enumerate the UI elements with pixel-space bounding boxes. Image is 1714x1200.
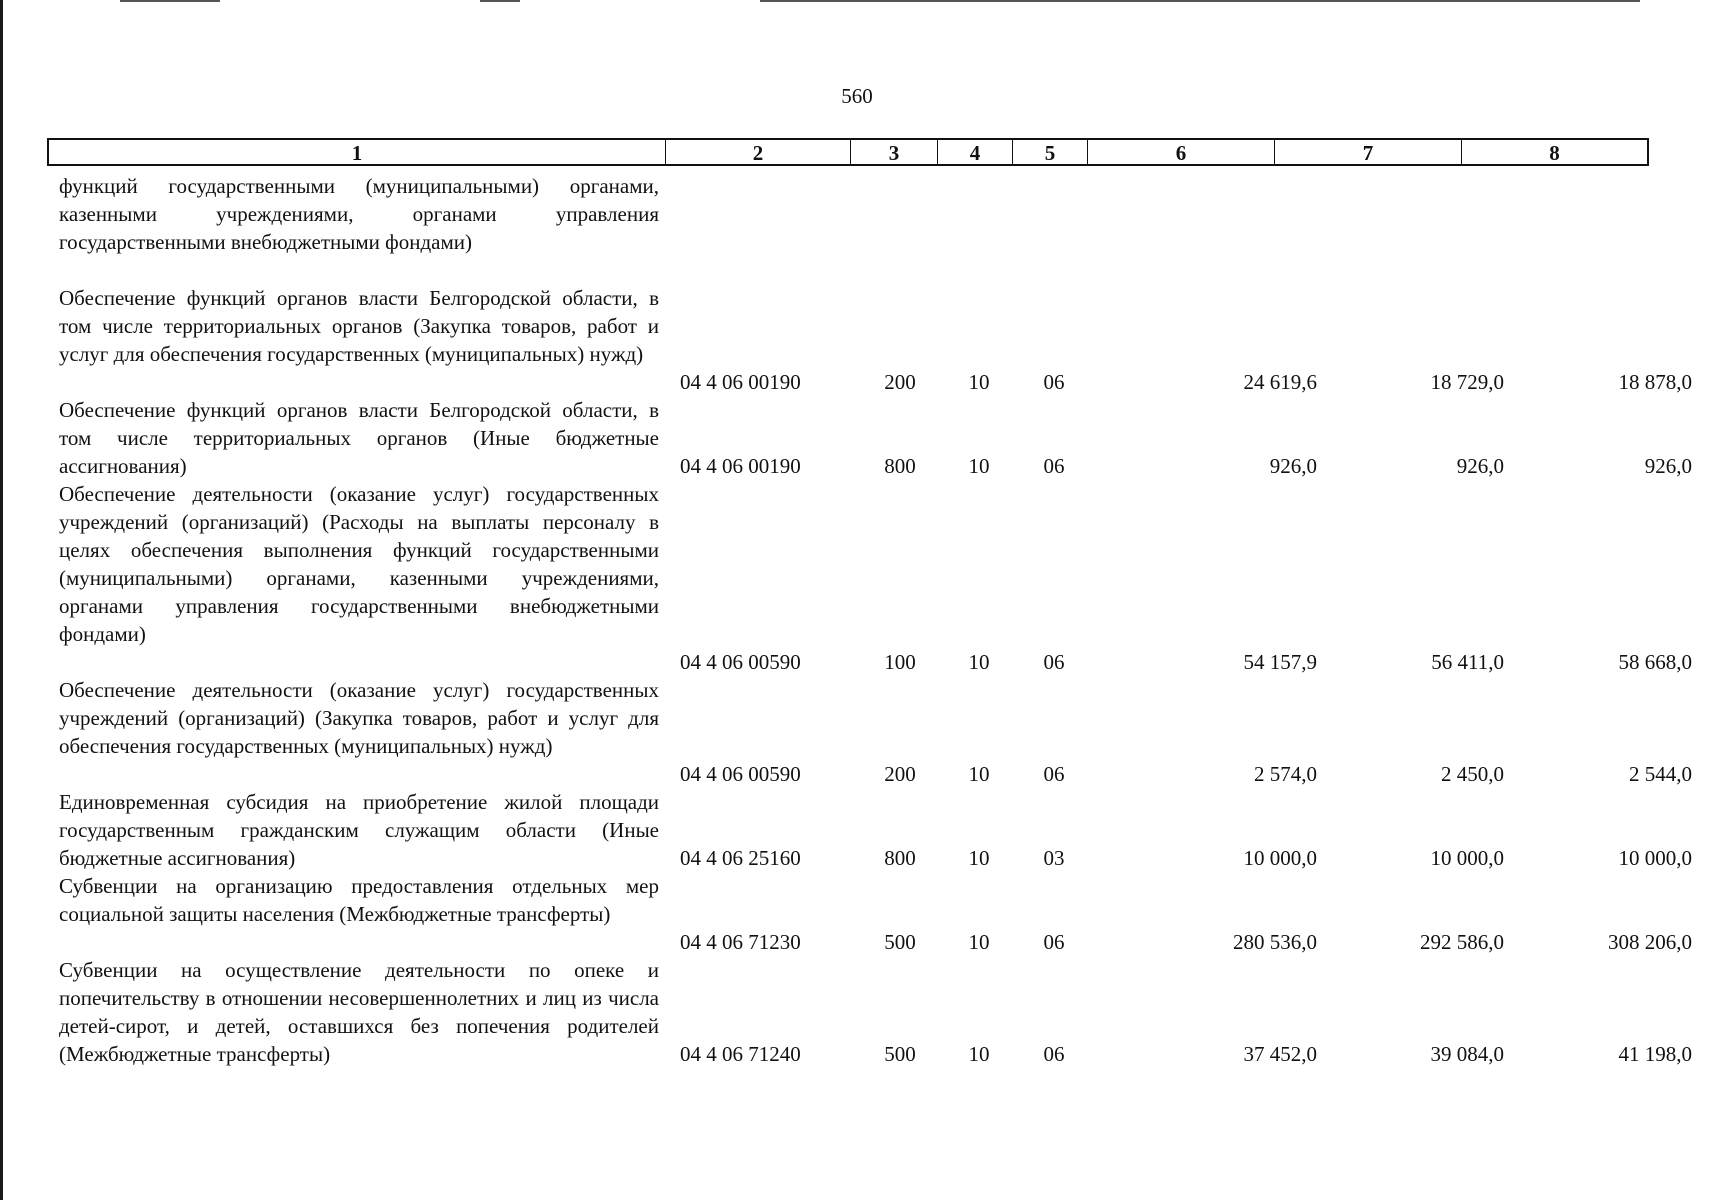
column-header: 5: [1013, 140, 1088, 164]
table-row: [47, 872, 1692, 956]
subsection: 03: [1043, 846, 1065, 870]
scan-border: [0, 0, 3, 1200]
column-header: 2: [666, 140, 851, 164]
target-code: 04 4 06 00190: [680, 370, 801, 394]
amount-year-1: 37 452,0: [1243, 1042, 1317, 1066]
amount-year-3: 18 878,0: [1618, 370, 1692, 394]
row-description: функций государственными (муниципальными) органами, казенными учреждениями, органами управления государственными внебюджетными фондами): [59, 174, 659, 254]
target-code: 04 4 06 00590: [680, 762, 801, 786]
amount-year-2: 2 450,0: [1441, 762, 1504, 786]
subsection: 06: [1043, 930, 1065, 954]
subsection: 06: [1043, 454, 1065, 478]
section: 10: [968, 930, 990, 954]
amount-year-2: 39 084,0: [1430, 1042, 1504, 1066]
column-header: 4: [938, 140, 1013, 164]
amount-year-1: 24 619,6: [1243, 370, 1317, 394]
expense-type: 800: [884, 846, 916, 870]
target-code: 04 4 06 00190: [680, 454, 801, 478]
expense-type: 800: [884, 454, 916, 478]
expense-type: 200: [884, 370, 916, 394]
row-description: Обеспечение функций органов власти Белгородской области, в том числе территориальных органов (Закупка товаров, работ и услуг для обеспечения государственных (муниципальных) нужд): [59, 286, 659, 366]
amount-year-3: 926,0: [1644, 454, 1692, 478]
expense-type: 500: [884, 930, 916, 954]
column-header: 8: [1549, 141, 1560, 165]
target-code: 04 4 06 71230: [680, 930, 801, 954]
amount-year-1: 280 536,0: [1233, 930, 1317, 954]
scan-artifact-line: [480, 0, 520, 2]
amount-year-2: 292 586,0: [1420, 930, 1504, 954]
section: 10: [968, 370, 990, 394]
amount-year-3: 58 668,0: [1618, 650, 1692, 674]
subsection: 06: [1043, 650, 1065, 674]
row-description: Обеспечение деятельности (оказание услуг) государственных учреждений (организаций) (Закупка товаров, работ и услуг для обеспечения государственных (муниципальных) нужд): [59, 678, 659, 758]
table-header: [47, 138, 1649, 166]
page-number: 560: [841, 84, 873, 108]
column-header: 1: [49, 140, 666, 164]
row-description: Субвенции на осуществление деятельности по опеке и попечительству в отношении несовершеннолетних и лиц из числа детей-сирот, и детей, оставшихся без попечения родителей (Межбюджетные трансферты): [59, 958, 659, 1066]
target-code: 04 4 06 25160: [680, 846, 801, 870]
amount-year-3: 10 000,0: [1618, 846, 1692, 870]
amount-year-3: 2 544,0: [1629, 762, 1692, 786]
expense-type: 500: [884, 1042, 916, 1066]
amount-year-3: 41 198,0: [1618, 1042, 1692, 1066]
subsection: 06: [1043, 370, 1065, 394]
table-row: [47, 172, 1649, 284]
row-description: Обеспечение функций органов власти Белгородской области, в том числе территориальных органов (Иные бюджетные ассигнования): [59, 398, 659, 478]
column-header: 6: [1088, 140, 1275, 164]
expense-type: 100: [884, 650, 916, 674]
scan-artifact-line: [120, 0, 220, 2]
column-header: 3: [851, 140, 938, 164]
target-code: 04 4 06 00590: [680, 650, 801, 674]
table-row: [47, 676, 1692, 788]
table-row: [47, 956, 1692, 1068]
amount-year-1: 10 000,0: [1243, 846, 1317, 870]
subsection: 06: [1043, 762, 1065, 786]
column-header: 7: [1275, 140, 1462, 164]
section: 10: [968, 762, 990, 786]
target-code: 04 4 06 71240: [680, 1042, 801, 1066]
section: 10: [968, 454, 990, 478]
row-description: Субвенции на организацию предоставления отдельных мер социальной защиты населения (Межбюджетные трансферты): [59, 874, 659, 926]
amount-year-1: 2 574,0: [1254, 762, 1317, 786]
table-row: [47, 396, 1692, 480]
row-description: Единовременная субсидия на приобретение жилой площади государственным гражданским служащим области (Иные бюджетные ассигнования): [59, 790, 659, 870]
scan-artifact-line: [760, 0, 1640, 2]
amount-year-2: 56 411,0: [1431, 650, 1504, 674]
amount-year-3: 308 206,0: [1608, 930, 1692, 954]
section: 10: [968, 1042, 990, 1066]
section: 10: [968, 846, 990, 870]
table-row: [47, 480, 1692, 676]
row-description: Обеспечение деятельности (оказание услуг) государственных учреждений (организаций) (Расходы на выплаты персоналу в целях обеспечения выполнения функций государственными (муниципальными) органами, казенными учреждениями, органами управления государственными внебюджетными фондами): [59, 482, 659, 646]
amount-year-2: 926,0: [1456, 454, 1504, 478]
amount-year-1: 54 157,9: [1243, 650, 1317, 674]
amount-year-1: 926,0: [1269, 454, 1317, 478]
amount-year-2: 18 729,0: [1430, 370, 1504, 394]
section: 10: [968, 650, 990, 674]
expense-type: 200: [884, 762, 916, 786]
table-row: [47, 788, 1692, 872]
table-row: [47, 284, 1692, 396]
subsection: 06: [1043, 1042, 1065, 1066]
amount-year-2: 10 000,0: [1430, 846, 1504, 870]
